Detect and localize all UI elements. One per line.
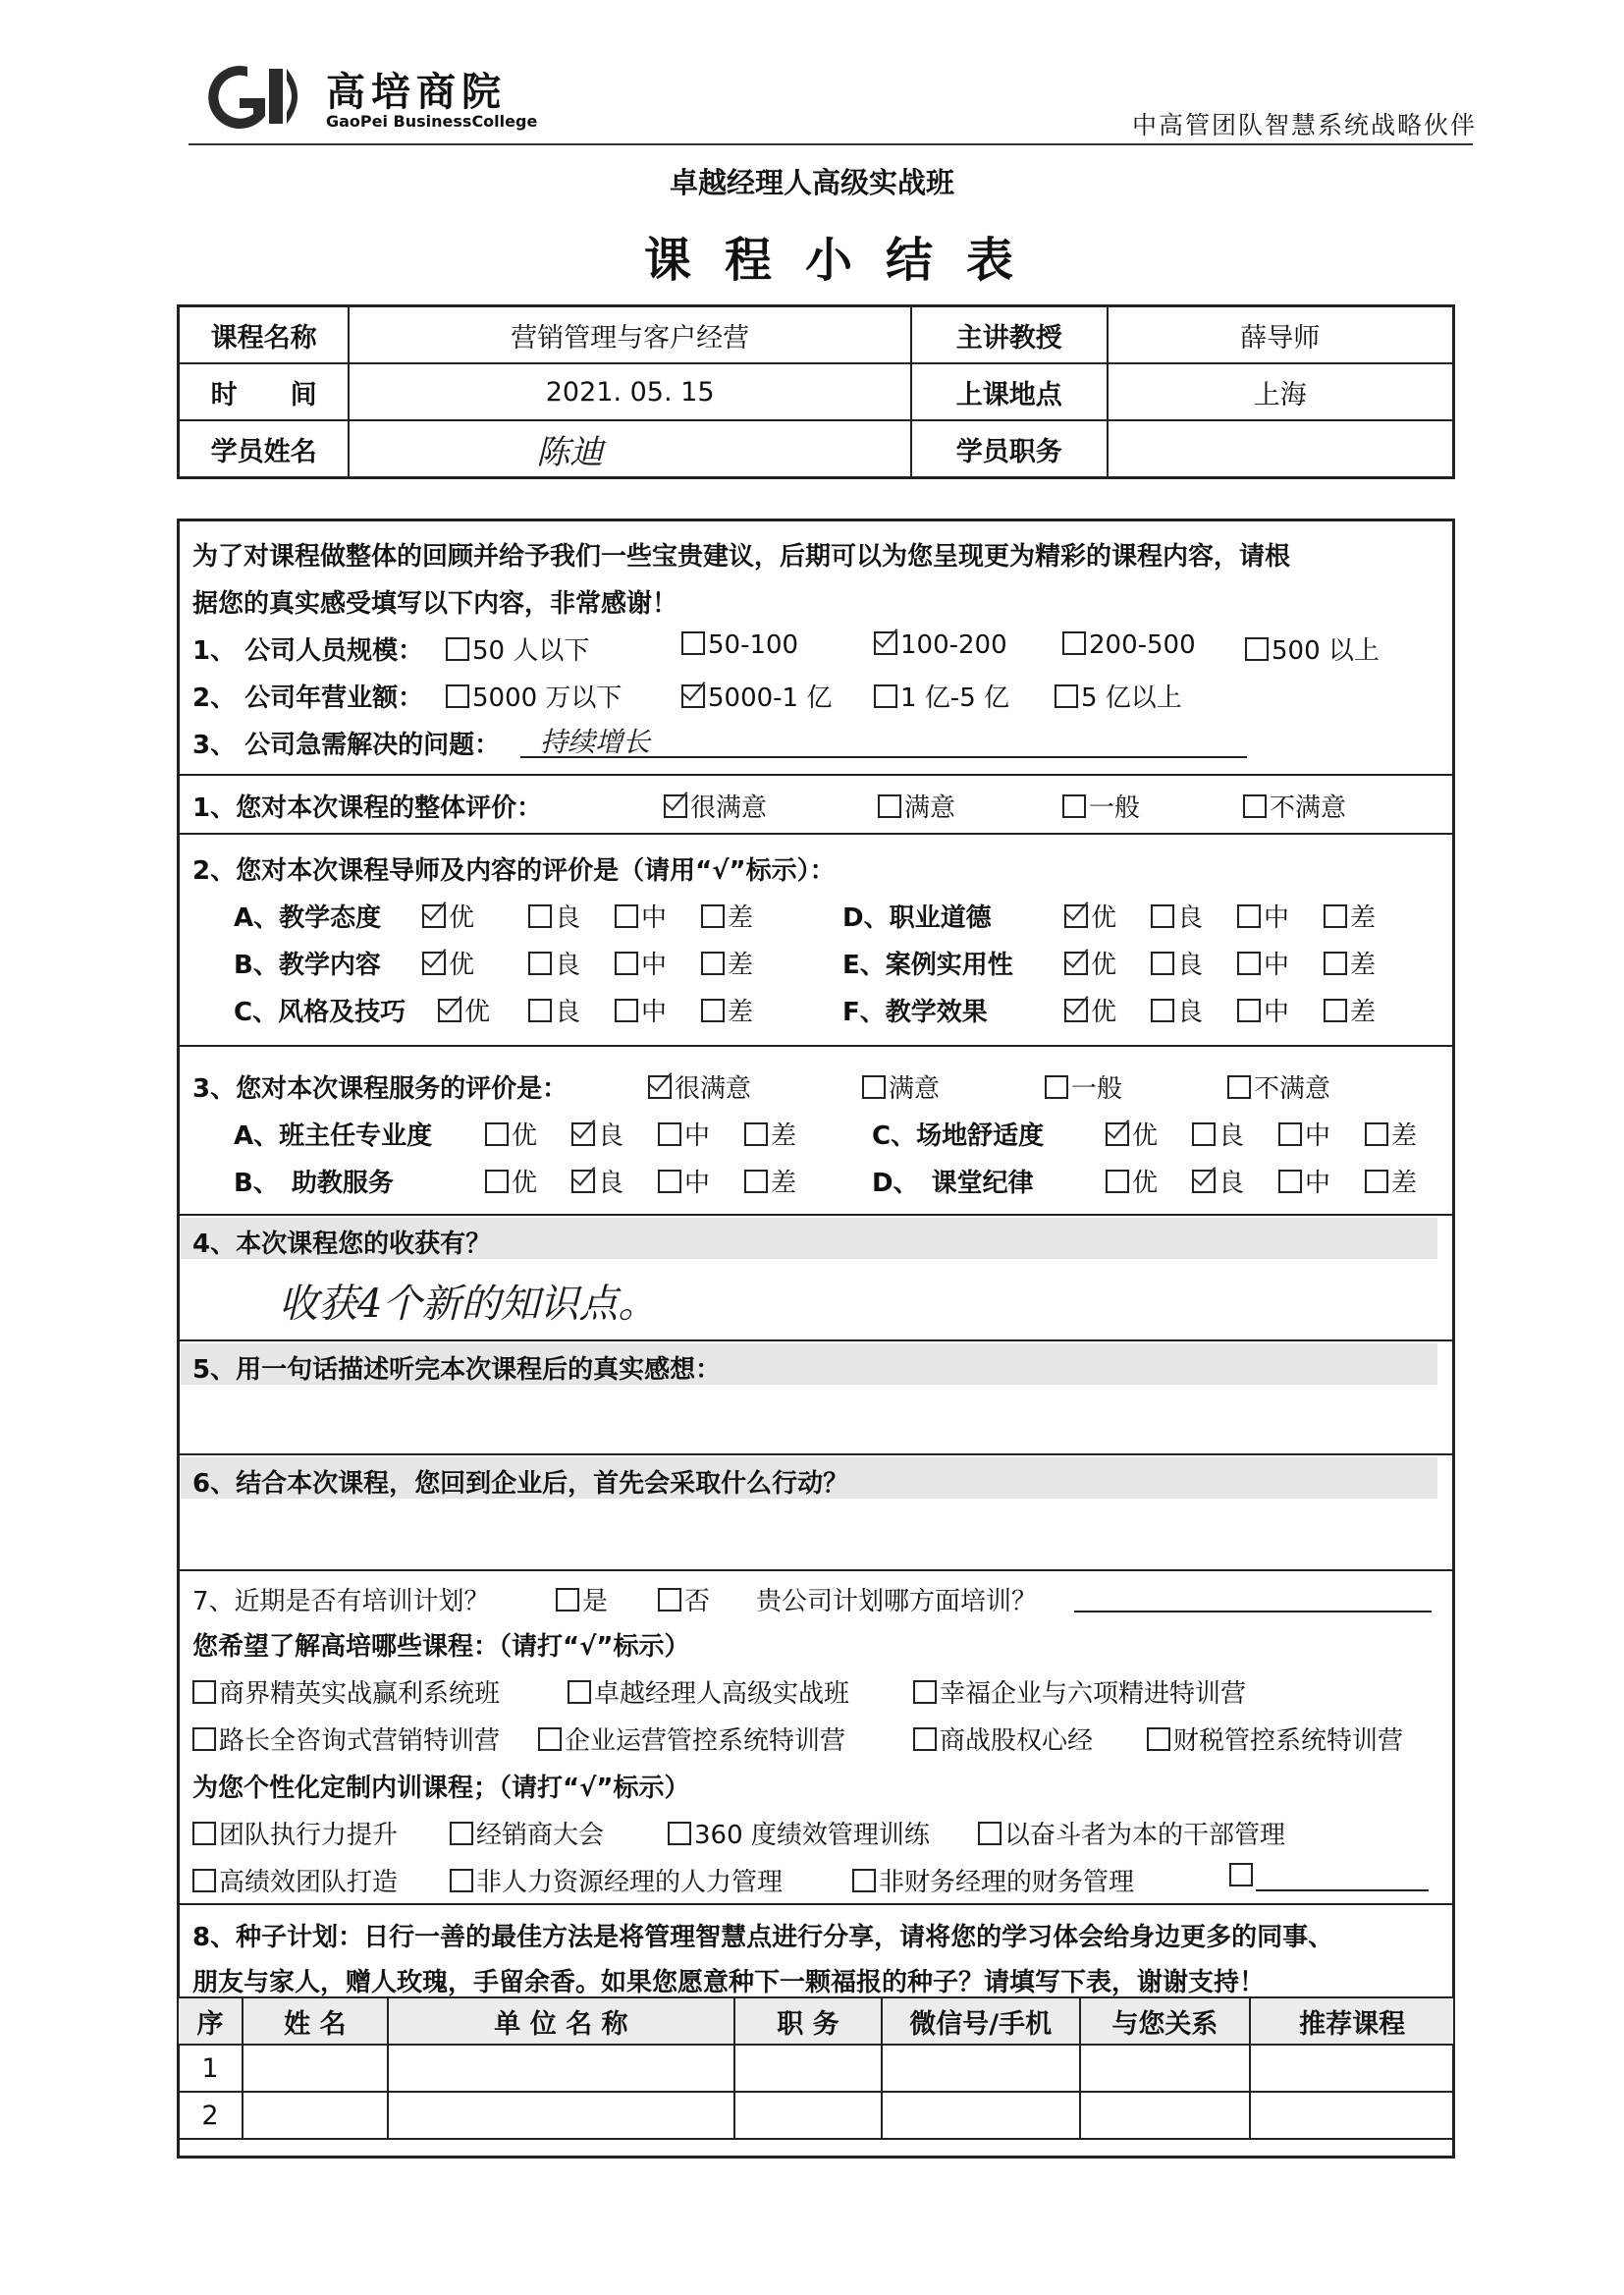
- q6-label: 6、结合本次课程，您回到企业后，首先会采取什么行动？: [192, 1469, 849, 1499]
- service-opt-2[interactable]: 满意: [862, 1068, 940, 1105]
- checkbox[interactable]: [192, 1869, 216, 1892]
- grade-opt[interactable]: 中: [615, 992, 667, 1028]
- grade-opt[interactable]: 差: [744, 1163, 796, 1199]
- grade-opt[interactable]: 差: [1365, 1116, 1417, 1152]
- checkbox[interactable]: [1324, 999, 1347, 1022]
- checkbox[interactable]: [485, 1170, 509, 1193]
- section-divider: [177, 833, 1455, 835]
- teacher-eval-c-label: C、风格及技巧: [234, 998, 406, 1027]
- lecturer-value[interactable]: 薛导师: [1108, 306, 1454, 364]
- grade-opt[interactable]: 差: [701, 945, 753, 981]
- grade-opt[interactable]: 良: [1192, 1116, 1244, 1152]
- courses-label: 您希望了解高培哪些课程：（请打“√”标示）: [192, 1632, 690, 1662]
- seed-header-relation: 与您关系: [1080, 1997, 1251, 2045]
- checkbox-checked[interactable]: [1064, 999, 1088, 1022]
- company-size-opt-1[interactable]: 50 人以下: [446, 630, 589, 667]
- checkbox-checked[interactable]: [1064, 952, 1088, 975]
- section-divider: [177, 1339, 1455, 1341]
- student-position-value[interactable]: [1108, 420, 1454, 478]
- grade-opt[interactable]: 优: [1064, 898, 1116, 934]
- service-eval-c-label: C、场地舒适度: [872, 1121, 1045, 1151]
- checkbox[interactable]: [192, 1680, 216, 1704]
- checkbox[interactable]: [615, 999, 638, 1022]
- checkbox[interactable]: [615, 952, 638, 975]
- checkbox[interactable]: [978, 1822, 1001, 1845]
- grade-opt[interactable]: 良: [528, 898, 580, 934]
- page-title: 课程小结表: [643, 233, 1047, 288]
- seed-row-index: 2: [178, 2092, 243, 2139]
- company-size-opt-5[interactable]: 500 以上: [1245, 630, 1380, 667]
- q5-answer-field[interactable]: [192, 1389, 1439, 1444]
- seed-cell[interactable]: [243, 2045, 388, 2092]
- intro-line-1: 为了对课程做整体的回顾并给予我们一些宝贵建议，后期可以为您呈现更为精彩的课程内容，请根: [192, 542, 1291, 572]
- seed-cell[interactable]: [388, 2092, 734, 2139]
- student-name-value[interactable]: [349, 420, 911, 478]
- checkbox[interactable]: [1365, 1122, 1388, 1146]
- checkbox[interactable]: [658, 1170, 681, 1193]
- checkbox[interactable]: [701, 999, 725, 1022]
- checkbox[interactable]: [1151, 904, 1174, 928]
- course-name-label: 课程名称: [179, 306, 350, 364]
- course-option[interactable]: 路长全咨询式营销特训营: [192, 1721, 500, 1757]
- checkbox[interactable]: [852, 1869, 876, 1892]
- section-divider: [177, 1453, 1455, 1455]
- checkbox-checked[interactable]: [1064, 904, 1088, 928]
- grade-opt[interactable]: 优: [438, 992, 490, 1028]
- custom-course-other[interactable]: [1229, 1862, 1429, 1891]
- q8-line-1: 8、种子计划：日行一善的最佳方法是将管理智慧点进行分享，请将您的学习体会给身边更多的同事、: [192, 1923, 1334, 1952]
- company-revenue-opt-4[interactable]: 5 亿以上: [1055, 678, 1182, 714]
- course-option[interactable]: 商战股权心经: [913, 1721, 1093, 1757]
- course-name-value[interactable]: 营销管理与客户经营: [349, 306, 911, 364]
- seed-cell[interactable]: [1250, 2045, 1454, 2092]
- grade-opt[interactable]: 差: [1324, 992, 1376, 1028]
- grade-opt[interactable]: 良: [1151, 898, 1203, 934]
- service-opt-4[interactable]: 不满意: [1227, 1068, 1330, 1105]
- intro-line-2: 据您的真实感受填写以下内容，非常感谢！: [192, 589, 678, 619]
- grade-opt[interactable]: 优: [1106, 1116, 1158, 1152]
- grade-opt[interactable]: 良: [571, 1116, 623, 1152]
- q6-answer-field[interactable]: [192, 1503, 1439, 1561]
- checkbox-checked[interactable]: [571, 1122, 595, 1146]
- teacher-eval-e-label: E、案例实用性: [842, 951, 1013, 980]
- overall-opt-1[interactable]: 很满意: [664, 788, 767, 824]
- grade-opt[interactable]: 良: [528, 945, 580, 981]
- grade-opt[interactable]: 优: [1064, 945, 1116, 981]
- grade-opt[interactable]: 中: [615, 898, 667, 934]
- location-value[interactable]: 上海: [1108, 363, 1454, 420]
- checkbox[interactable]: [450, 1869, 473, 1892]
- checkbox[interactable]: [568, 1680, 591, 1704]
- company-revenue-opt-2[interactable]: 5000-1 亿: [681, 678, 832, 714]
- checkbox[interactable]: [1229, 1863, 1253, 1886]
- checkbox[interactable]: [1237, 952, 1261, 975]
- checkbox[interactable]: [1055, 684, 1078, 708]
- checkbox[interactable]: [528, 952, 552, 975]
- company-size-opt-3[interactable]: 100-200: [874, 630, 1007, 660]
- grade-opt[interactable]: 差: [1324, 945, 1376, 981]
- checkbox[interactable]: [528, 999, 552, 1022]
- program-subtitle: 卓越经理人高级实战班: [669, 166, 954, 199]
- seed-cell[interactable]: [1080, 2092, 1251, 2139]
- checkbox[interactable]: [446, 637, 469, 661]
- custom-course-option[interactable]: 非财务经理的财务管理: [852, 1862, 1134, 1898]
- grade-opt[interactable]: 中: [1278, 1163, 1330, 1199]
- other-course-field[interactable]: [1256, 1866, 1429, 1891]
- checkbox[interactable]: [192, 1727, 216, 1751]
- checkbox[interactable]: [1227, 1075, 1251, 1099]
- company-revenue-opt-3[interactable]: 1 亿-5 亿: [874, 678, 1009, 714]
- q7-which-field[interactable]: [1074, 1611, 1432, 1612]
- company-revenue-opt-1[interactable]: 5000 万以下: [446, 678, 622, 714]
- teacher-eval-d-label: D、职业道德: [842, 903, 992, 933]
- course-info-table: [177, 304, 1455, 479]
- seed-cell[interactable]: [388, 2045, 734, 2092]
- checkbox[interactable]: [744, 1170, 768, 1193]
- checkbox[interactable]: [1106, 1170, 1129, 1193]
- grade-opt[interactable]: 中: [615, 945, 667, 981]
- gaopei-logo-icon: [196, 59, 310, 134]
- checkbox[interactable]: [744, 1122, 768, 1146]
- checkbox[interactable]: [615, 904, 638, 928]
- student-position-label: 学员职务: [911, 420, 1107, 478]
- company-revenue-label: 2、 公司年营业额：: [192, 683, 424, 713]
- checkbox[interactable]: [1192, 1122, 1216, 1146]
- checkbox[interactable]: [1151, 952, 1174, 975]
- service-opt-1[interactable]: 很满意: [648, 1068, 751, 1105]
- grade-opt[interactable]: 差: [1324, 898, 1376, 934]
- checkbox-checked[interactable]: [422, 952, 446, 975]
- overall-opt-4[interactable]: 不满意: [1243, 788, 1346, 824]
- checkbox[interactable]: [668, 1822, 691, 1845]
- time-value[interactable]: 2021. 05. 15: [349, 363, 911, 420]
- checkbox-checked[interactable]: [874, 631, 897, 655]
- service-eval-label: 3、您对本次课程服务的评价是：: [192, 1074, 568, 1104]
- grade-opt[interactable]: 中: [658, 1163, 710, 1199]
- grade-opt[interactable]: 中: [1278, 1116, 1330, 1152]
- checkbox[interactable]: [658, 1122, 681, 1146]
- checkbox[interactable]: [862, 1075, 886, 1099]
- grade-opt[interactable]: 中: [1237, 898, 1289, 934]
- table-row: [178, 2092, 1454, 2139]
- custom-course-option[interactable]: 团队执行力提升: [192, 1815, 398, 1851]
- student-name-handwriting: 陈迪: [536, 432, 604, 472]
- location-label: 上课地点: [911, 363, 1107, 420]
- grade-opt[interactable]: 良: [1192, 1163, 1244, 1199]
- seed-row-index: 1: [178, 2045, 243, 2092]
- checkbox-checked[interactable]: [571, 1170, 595, 1193]
- grade-opt[interactable]: 中: [1237, 945, 1289, 981]
- custom-course-option[interactable]: 非人力资源经理的人力管理: [450, 1862, 783, 1898]
- checkbox-checked[interactable]: [1106, 1122, 1129, 1146]
- course-option[interactable]: 财税管控系统特训营: [1147, 1721, 1403, 1757]
- section-divider: [177, 1903, 1455, 1905]
- teacher-eval-label: 2、您对本次课程导师及内容的评价是（请用“√”标示）：: [192, 856, 836, 886]
- time-label: 时 间: [179, 363, 350, 420]
- course-option[interactable]: 卓越经理人高级实战班: [568, 1673, 849, 1710]
- checkbox[interactable]: [485, 1122, 509, 1146]
- company-size-opt-4[interactable]: 200-500: [1062, 630, 1196, 660]
- checkbox[interactable]: [1324, 904, 1347, 928]
- service-opt-3[interactable]: 一般: [1045, 1068, 1122, 1105]
- checkbox[interactable]: [874, 684, 897, 708]
- seed-cell[interactable]: [1080, 2045, 1251, 2092]
- q8-line-2: 朋友与家人，赠人玫瑰，手留余香。如果您愿意种下一颗福报的种子？请填写下表，谢谢支持！: [192, 1968, 1266, 1997]
- grade-opt[interactable]: 良: [1151, 992, 1203, 1028]
- checkbox-checked[interactable]: [664, 794, 687, 818]
- grade-opt[interactable]: 良: [1151, 945, 1203, 981]
- grade-opt[interactable]: 中: [1237, 992, 1289, 1028]
- seed-header-position: 职 务: [734, 1997, 882, 2045]
- checkbox[interactable]: [1237, 904, 1261, 928]
- q7-which-label: 贵公司计划哪方面培训？: [756, 1587, 1038, 1616]
- checkbox[interactable]: [1151, 999, 1174, 1022]
- seed-header-course: 推荐课程: [1250, 1997, 1454, 2045]
- seed-cell[interactable]: [734, 2092, 882, 2139]
- checkbox[interactable]: [913, 1680, 937, 1704]
- checkbox-checked[interactable]: [1192, 1170, 1216, 1193]
- course-option[interactable]: 商界精英实战赢利系统班: [192, 1673, 500, 1710]
- section-divider: [177, 1569, 1455, 1571]
- table-row: [178, 2045, 1454, 2092]
- q7-label: 7、近期是否有培训计划？: [192, 1587, 490, 1616]
- checkbox-checked[interactable]: [438, 999, 461, 1022]
- checkbox[interactable]: [528, 904, 552, 928]
- section-divider: [177, 1045, 1455, 1047]
- teacher-eval-b-label: B、教学内容: [234, 951, 381, 980]
- checkbox-checked[interactable]: [422, 904, 446, 928]
- service-eval-a-label: A、班主任专业度: [234, 1121, 433, 1151]
- seed-header-name: 姓 名: [243, 1997, 388, 2045]
- custom-course-option[interactable]: 360 度绩效管理训练: [668, 1815, 930, 1851]
- seed-plan-table: [177, 1996, 1455, 2140]
- seed-header-contact: 微信号/手机: [882, 1997, 1080, 2045]
- grade-opt[interactable]: 差: [701, 898, 753, 934]
- checkbox[interactable]: [1243, 794, 1267, 818]
- checkbox[interactable]: [1245, 637, 1269, 661]
- checkbox[interactable]: [1278, 1122, 1302, 1146]
- student-name-label: 学员姓名: [179, 420, 350, 478]
- checkbox[interactable]: [450, 1822, 473, 1845]
- checkbox[interactable]: [556, 1588, 579, 1612]
- checkbox[interactable]: [1324, 952, 1347, 975]
- checkbox[interactable]: [681, 631, 705, 655]
- grade-opt[interactable]: 差: [701, 992, 753, 1028]
- checkbox[interactable]: [878, 794, 901, 818]
- grade-opt[interactable]: 优: [485, 1116, 537, 1152]
- grade-opt[interactable]: 良: [528, 992, 580, 1028]
- header-divider: [189, 143, 1473, 145]
- questionnaire-box: [177, 519, 1455, 2158]
- checkbox[interactable]: [1045, 1075, 1068, 1099]
- seed-cell[interactable]: [243, 2092, 388, 2139]
- checkbox[interactable]: [1062, 631, 1086, 655]
- lecturer-label: 主讲教授: [911, 306, 1107, 364]
- q4-label: 4、本次课程您的收获有？: [192, 1229, 492, 1259]
- checkbox-checked[interactable]: [681, 684, 705, 708]
- custom-course-option[interactable]: 以奋斗者为本的干部管理: [978, 1815, 1285, 1851]
- checkbox[interactable]: [446, 684, 469, 708]
- seed-cell[interactable]: [882, 2045, 1080, 2092]
- seed-cell[interactable]: [882, 2092, 1080, 2139]
- checkbox[interactable]: [1147, 1727, 1170, 1751]
- urgent-issue-field[interactable]: [520, 721, 1247, 758]
- header-tagline: 中高管团队智慧系统战略伙伴: [1131, 111, 1477, 139]
- section-divider: [177, 1214, 1455, 1216]
- seed-header-index: 序: [178, 1997, 243, 2045]
- checkbox[interactable]: [1365, 1170, 1388, 1193]
- brand-name-cn: 高培商院: [326, 69, 507, 115]
- service-eval-b-label: B、 助教服务: [234, 1169, 394, 1198]
- checkbox[interactable]: [192, 1822, 216, 1845]
- checkbox[interactable]: [538, 1727, 562, 1751]
- teacher-eval-a-label: A、教学态度: [234, 903, 382, 933]
- checkbox[interactable]: [1062, 794, 1086, 818]
- section-divider: [177, 774, 1455, 776]
- q7-yes-option[interactable]: 是: [556, 1581, 608, 1617]
- course-option[interactable]: 幸福企业与六项精进特训营: [913, 1673, 1246, 1710]
- seed-cell[interactable]: [734, 2045, 882, 2092]
- checkbox[interactable]: [658, 1588, 681, 1612]
- grade-opt[interactable]: 差: [744, 1116, 796, 1152]
- checkbox[interactable]: [1237, 999, 1261, 1022]
- custom-course-option[interactable]: 高绩效团队打造: [192, 1862, 398, 1898]
- checkbox[interactable]: [701, 904, 725, 928]
- overall-opt-2[interactable]: 满意: [878, 788, 955, 824]
- grade-opt[interactable]: 优: [422, 898, 474, 934]
- teacher-eval-f-label: F、教学效果: [842, 998, 988, 1027]
- seed-header-company: 单 位 名 称: [388, 1997, 734, 2045]
- checkbox[interactable]: [1278, 1170, 1302, 1193]
- checkbox[interactable]: [913, 1727, 937, 1751]
- grade-opt[interactable]: 差: [1365, 1163, 1417, 1199]
- overall-eval-label: 1、您对本次课程的整体评价：: [192, 793, 543, 823]
- course-option[interactable]: 企业运营管控系统特训营: [538, 1721, 845, 1757]
- overall-opt-3[interactable]: 一般: [1062, 788, 1140, 824]
- q5-label: 5、用一句话描述听完本次课程后的真实感想：: [192, 1355, 722, 1385]
- checkbox-checked[interactable]: [648, 1075, 672, 1099]
- grade-opt[interactable]: 优: [1064, 992, 1116, 1028]
- grade-opt[interactable]: 优: [422, 945, 474, 981]
- grade-opt[interactable]: 优: [485, 1163, 537, 1199]
- grade-opt[interactable]: 中: [658, 1116, 710, 1152]
- urgent-issue-label: 3、 公司急需解决的问题：: [192, 731, 501, 760]
- custom-course-option[interactable]: 经销商大会: [450, 1815, 604, 1851]
- company-size-opt-2[interactable]: 50-100: [681, 630, 798, 660]
- checkbox[interactable]: [701, 952, 725, 975]
- custom-courses-label: 为您个性化定制内训课程；（请打“√”标示）: [192, 1774, 690, 1803]
- brand-name-en: GaoPei BusinessCollege: [326, 112, 538, 131]
- q7-no-option[interactable]: 否: [658, 1581, 710, 1617]
- service-eval-d-label: D、 课堂纪律: [872, 1169, 1034, 1198]
- grade-opt[interactable]: 良: [571, 1163, 623, 1199]
- q4-answer-handwriting[interactable]: 收获4个新的知识点。: [279, 1282, 658, 1327]
- grade-opt[interactable]: 优: [1106, 1163, 1158, 1199]
- seed-cell[interactable]: [1250, 2092, 1454, 2139]
- urgent-issue-handwriting: 持续增长: [540, 726, 651, 758]
- company-size-label: 1、 公司人员规模：: [192, 636, 424, 666]
